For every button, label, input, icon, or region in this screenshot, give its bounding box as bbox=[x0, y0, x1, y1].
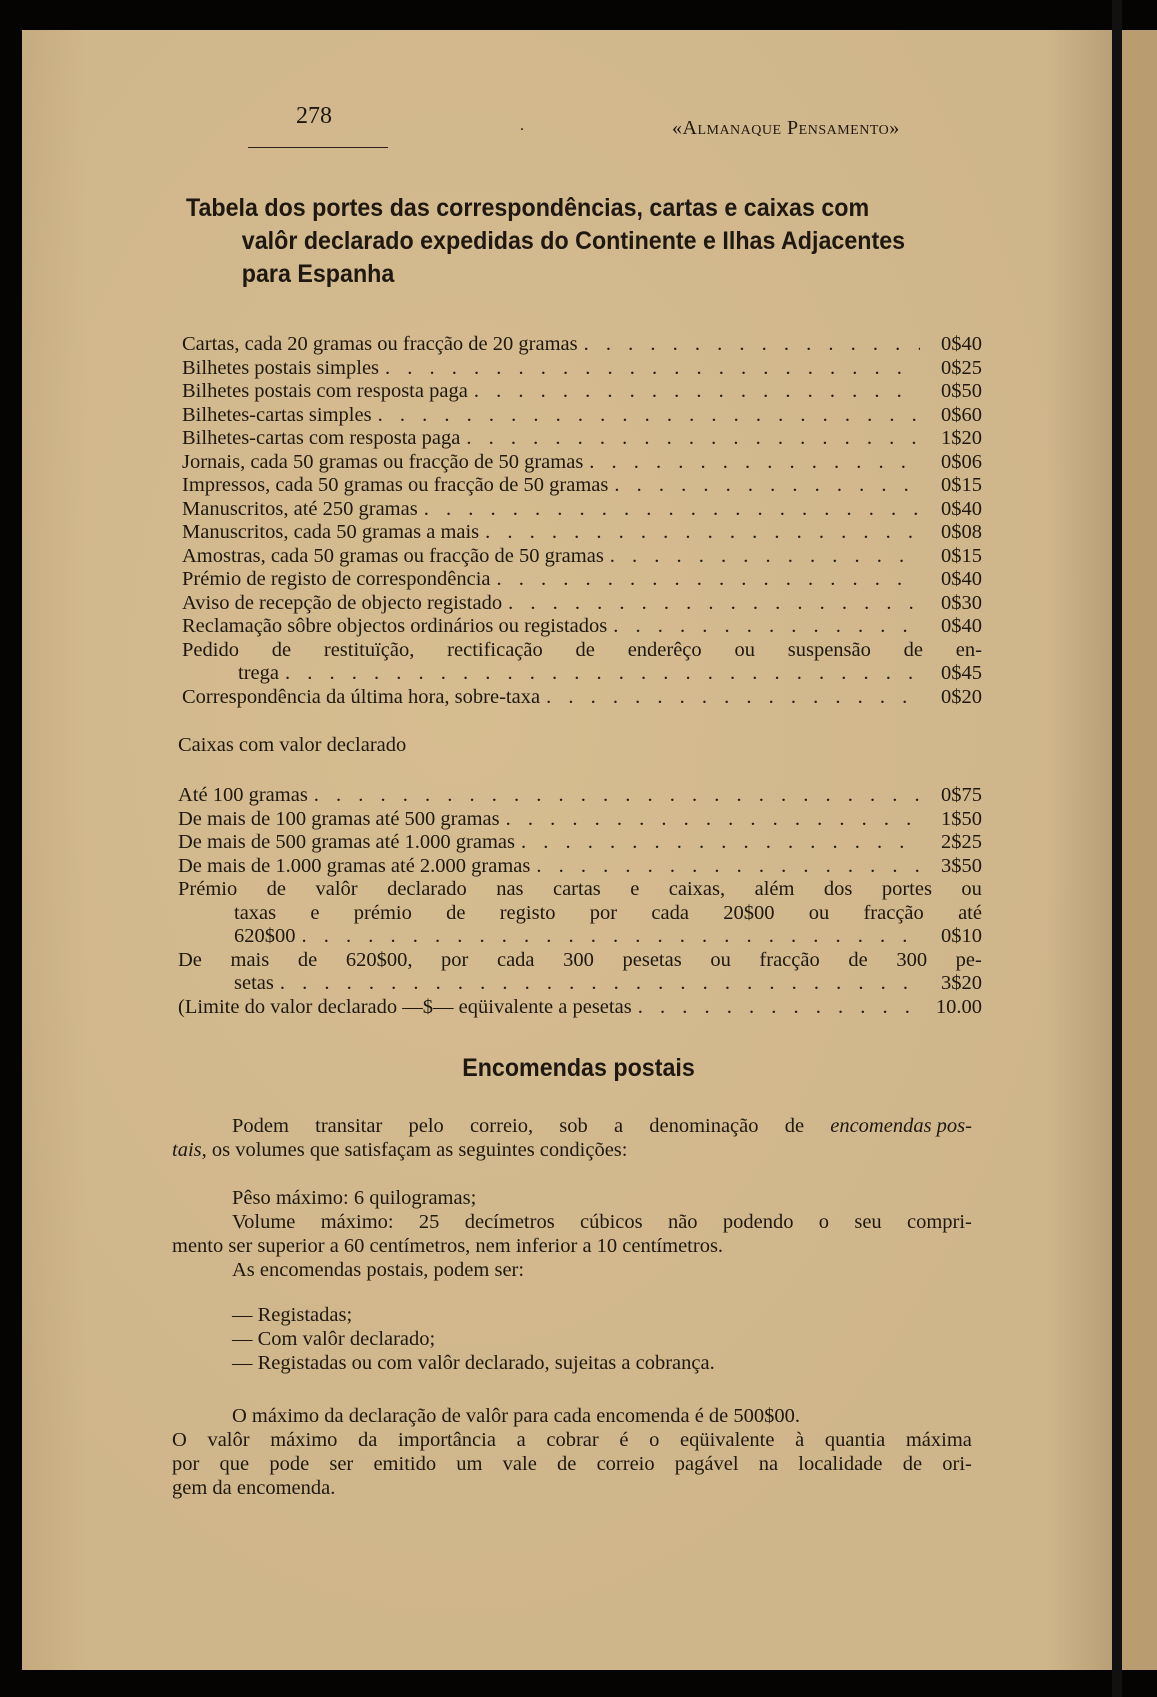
volume-line-1-word: cúbicos bbox=[580, 1211, 643, 1233]
final-line-3-word: pode bbox=[269, 1453, 310, 1475]
rate-pedido-line-1-word: suspensão bbox=[787, 638, 871, 661]
final-line-3-word: pagável bbox=[674, 1453, 739, 1475]
box-row-value: 0$75 bbox=[941, 784, 982, 806]
intro-line-1-em: encomendas pos- bbox=[830, 1115, 972, 1137]
final-line-3 bbox=[172, 1452, 972, 1476]
premio-line-1-word: portes bbox=[881, 878, 932, 900]
intro-line-1-word: pelo bbox=[408, 1115, 444, 1137]
intro-line-1-word: sob bbox=[559, 1115, 588, 1137]
page-header bbox=[0, 103, 1157, 143]
volume-line-1-word: não bbox=[667, 1211, 698, 1233]
final-line-2-word: eqüivalente bbox=[679, 1429, 775, 1451]
rate-row-label: Manuscritos, cada 50 gramas a mais bbox=[182, 521, 480, 543]
premio-row bbox=[178, 925, 982, 949]
rate-row-value: 0$08 bbox=[941, 521, 982, 543]
rate-row bbox=[182, 521, 982, 545]
rate-row-leader bbox=[608, 474, 920, 498]
box-row-value: 1$50 bbox=[941, 807, 982, 830]
table-title bbox=[186, 192, 930, 291]
final-line-3-word: de bbox=[557, 1453, 577, 1475]
page-number: 278 bbox=[296, 103, 332, 129]
final-line-3-word: na bbox=[758, 1453, 779, 1475]
final-line-2-word: O bbox=[172, 1429, 187, 1451]
box-row bbox=[178, 831, 982, 855]
book-spine bbox=[1112, 0, 1122, 1697]
rate-pedido-line-1-word: rectificação bbox=[447, 638, 543, 661]
rate-row-last-label: Correspondência da última hora, sobre-taxa bbox=[182, 685, 541, 708]
condition-volume-line-2: mento ser superior a 60 centímetros, nem inferior a 10 centímetros. bbox=[172, 1235, 724, 1257]
rate-row-leader bbox=[583, 451, 920, 475]
volume-line-1-word: máximo: bbox=[320, 1211, 394, 1233]
rates-table bbox=[182, 333, 982, 709]
rate-row-leader bbox=[379, 357, 920, 381]
limite-row-leader bbox=[632, 996, 920, 1020]
premio-line-1-word: de bbox=[266, 878, 287, 900]
rate-row-last-value: 0$20 bbox=[941, 685, 982, 708]
final-line-2-word: quantia bbox=[824, 1429, 886, 1451]
rate-row-value: 0$25 bbox=[941, 356, 982, 379]
final-line-2-word: importância bbox=[398, 1429, 496, 1451]
final-line-2-word: da bbox=[358, 1429, 378, 1451]
rate-row-value: 0$40 bbox=[941, 497, 982, 520]
condition-volume-line-1 bbox=[172, 1210, 972, 1234]
demais-line-1-word: por bbox=[441, 948, 469, 971]
type-item: — Registadas; bbox=[232, 1304, 353, 1326]
rate-row-label: Amostras, cada 50 gramas ou fracção de 50 gramas bbox=[182, 544, 604, 567]
rate-row-leader bbox=[460, 427, 920, 451]
rate-row-label: Reclamação sôbre objectos ordinários ou registados bbox=[182, 615, 608, 637]
page-number-rule bbox=[248, 147, 388, 148]
final-line-3-word: emitido bbox=[373, 1453, 437, 1475]
box-row-leader bbox=[530, 855, 920, 879]
title-line-1: Tabela dos portes das correspondências, cartas e caixas com bbox=[186, 194, 870, 222]
condition-peso: Pêso máximo: 6 quilogramas; bbox=[232, 1187, 477, 1209]
rate-row-last bbox=[182, 686, 982, 710]
premio-line-1-word: dos bbox=[823, 878, 853, 900]
rate-row-last-leader bbox=[540, 686, 920, 710]
demais-line-1-word: mais bbox=[230, 948, 270, 971]
final-line-2-word: o bbox=[649, 1429, 660, 1451]
final-line-1: O máximo da declaração de valôr para cada encomenda é de 500$00. bbox=[232, 1405, 801, 1427]
final-line-2 bbox=[172, 1428, 972, 1452]
rate-row bbox=[182, 427, 982, 451]
premio-line-1-word: valôr bbox=[315, 878, 358, 900]
demais-line-1-word: de bbox=[297, 948, 318, 971]
rate-row-label: Bilhetes postais simples bbox=[182, 356, 380, 379]
limite-row bbox=[178, 996, 982, 1020]
type-item: — Registadas ou com valôr declarado, sujeitas a cobrança. bbox=[232, 1352, 715, 1374]
rate-pedido-line-1-word: restituïção, bbox=[323, 638, 415, 661]
premio-row-value: 0$10 bbox=[941, 925, 982, 947]
rate-pedido-row-value: 0$45 bbox=[941, 662, 982, 684]
can-be-line: As encomendas postais, podem ser: bbox=[232, 1259, 525, 1281]
demais-line-1-word: ou bbox=[710, 948, 731, 971]
final-line-3-word: de bbox=[902, 1453, 923, 1475]
rate-row bbox=[182, 592, 982, 616]
premio-row-leader bbox=[296, 925, 921, 949]
rate-row-label: Jornais, cada 50 gramas ou fracção de 50 gramas bbox=[182, 450, 584, 473]
final-line-3-word: por bbox=[172, 1453, 200, 1475]
premio-line-1-word: cartas bbox=[552, 878, 601, 900]
rate-row-leader bbox=[372, 404, 920, 428]
final-line-2-word: valôr bbox=[207, 1429, 250, 1451]
premio-line-2-word: fracção bbox=[863, 901, 924, 924]
final-line-2-word: à bbox=[795, 1429, 805, 1451]
limite-row-value: 10.00 bbox=[935, 995, 982, 1018]
premio-line-2-word: ou bbox=[808, 901, 830, 924]
facing-page-edge bbox=[1122, 30, 1157, 1670]
rate-row-leader bbox=[491, 568, 920, 592]
final-line-3-word: ori- bbox=[942, 1453, 972, 1475]
intro-line-2 bbox=[172, 1138, 972, 1162]
rate-pedido-line-1-word: enderêço bbox=[627, 638, 702, 661]
premio-line-2-word: prémio bbox=[353, 901, 412, 924]
demais-row-label: setas bbox=[234, 972, 274, 994]
demais-row-leader bbox=[274, 972, 920, 996]
box-row-label: De mais de 1.000 gramas até 2.000 gramas bbox=[178, 854, 531, 877]
box-row bbox=[178, 784, 982, 808]
final-line-3-word: localidade bbox=[798, 1453, 883, 1475]
types-list bbox=[172, 1303, 972, 1375]
intro-line-1-word: transitar bbox=[315, 1115, 383, 1137]
intro-line-1-word: de bbox=[784, 1115, 805, 1137]
rate-row-label: Impressos, cada 50 gramas ou fracção de 50 gramas bbox=[182, 474, 609, 496]
box-row-label: Até 100 gramas bbox=[178, 784, 308, 806]
rate-row-leader bbox=[418, 498, 920, 522]
volume-line-1-word: podendo bbox=[722, 1211, 794, 1233]
premio-line-2-word: 20$00 bbox=[723, 901, 775, 924]
premio-line-2-word: cada bbox=[651, 901, 689, 924]
final-line-3-word: ser bbox=[329, 1453, 354, 1475]
intro-line-1-word: Podem bbox=[232, 1115, 289, 1137]
rate-row-value: 0$40 bbox=[941, 615, 982, 637]
rate-row-label: Manuscritos, até 250 gramas bbox=[182, 497, 418, 520]
box-row-value: 2$25 bbox=[941, 831, 982, 853]
premio-line-1-word: além bbox=[754, 878, 795, 900]
box-row-value: 3$50 bbox=[941, 854, 982, 877]
final-line-3-word: um bbox=[456, 1453, 483, 1475]
rate-row-label: Bilhetes postais com resposta paga bbox=[182, 380, 468, 402]
rate-row-value: 0$15 bbox=[941, 474, 982, 496]
rate-row bbox=[182, 357, 982, 381]
demais-row bbox=[178, 972, 982, 996]
final-line-2-word: é bbox=[619, 1429, 629, 1451]
title-line-3: para Espanha bbox=[241, 260, 395, 288]
premio-line-2-word: e bbox=[310, 901, 320, 924]
rate-pedido-row-leader bbox=[279, 662, 920, 686]
type-item: — Com valôr declarado; bbox=[232, 1328, 436, 1350]
demais-line-1-word: 300 bbox=[896, 948, 928, 971]
rate-row-label: Prémio de registo de correspondência bbox=[182, 568, 491, 590]
rate-row-label: Aviso de recepção de objecto registado bbox=[182, 591, 503, 614]
final-line-2-word: cobrar bbox=[546, 1429, 599, 1451]
demais-line-1-word: De bbox=[178, 948, 202, 971]
volume-line-1-word: 25 bbox=[418, 1211, 440, 1233]
conditions-block bbox=[172, 1186, 972, 1282]
rate-pedido-line-1-word: de bbox=[271, 638, 292, 661]
rate-pedido-line-1-word: ou bbox=[734, 638, 755, 661]
volume-line-1-word: decímetros bbox=[464, 1211, 555, 1233]
rate-pedido-line-1-word: Pedido bbox=[182, 638, 239, 661]
demais-line-1-word: pesetas bbox=[622, 948, 682, 971]
intro-line-1-word: correio, bbox=[469, 1115, 534, 1137]
demais-line-1-word: 620$00, bbox=[345, 948, 413, 971]
premio-line-1-word: e bbox=[630, 878, 640, 900]
rate-row-label: Cartas, cada 20 gramas ou fracção de 20 gramas bbox=[182, 333, 578, 355]
rate-row-label: Bilhetes-cartas simples bbox=[182, 403, 372, 426]
rate-row-label: Bilhetes-cartas com resposta paga bbox=[182, 427, 461, 449]
premio-line-2-word: taxas bbox=[234, 901, 277, 924]
rate-row-leader bbox=[468, 380, 920, 404]
rate-row bbox=[182, 545, 982, 569]
limite-row-label: (Limite do valor declarado —$— eqüivalente a pesetas bbox=[178, 995, 632, 1018]
rate-row-leader bbox=[607, 615, 920, 639]
boxes-heading: Caixas com valor declarado bbox=[178, 734, 407, 756]
premio-line-1-word: Prémio bbox=[178, 878, 238, 900]
rate-row bbox=[182, 404, 982, 428]
demais-line-1-word: pe- bbox=[955, 948, 982, 971]
rate-row-value: 0$15 bbox=[941, 544, 982, 567]
intro-line-1 bbox=[172, 1114, 972, 1138]
rate-pedido-line-1-word: de bbox=[903, 638, 924, 661]
rate-row-leader bbox=[502, 592, 920, 616]
volume-line-1-word: compri- bbox=[906, 1211, 972, 1233]
section-title: Encomendas postais bbox=[462, 1054, 695, 1082]
premio-line-2-word: até bbox=[958, 901, 982, 924]
rate-pedido-row-label: trega bbox=[238, 662, 279, 684]
intro-paragraph bbox=[172, 1114, 972, 1162]
premio-line-2-word: por bbox=[589, 901, 618, 924]
box-row-leader bbox=[515, 831, 920, 855]
final-line-2-word: máxima bbox=[905, 1429, 972, 1451]
rate-pedido-row bbox=[182, 662, 982, 686]
rate-row bbox=[182, 568, 982, 592]
rate-row-value: 0$40 bbox=[941, 568, 982, 590]
final-line-3-word: que bbox=[219, 1453, 250, 1475]
volume-line-1-word: Volume bbox=[232, 1211, 296, 1233]
rate-row-value: 0$50 bbox=[941, 380, 982, 402]
premio-line-1-word: nas bbox=[496, 878, 524, 900]
header-dot: . bbox=[520, 117, 524, 134]
box-row-label: De mais de 100 gramas até 500 gramas bbox=[178, 807, 500, 830]
running-title: «Almanaque Pensamento» bbox=[672, 117, 900, 139]
boxes-table bbox=[178, 784, 982, 1019]
rate-row-value: 1$20 bbox=[941, 427, 982, 449]
rate-row-leader bbox=[604, 545, 920, 569]
premio-line-1 bbox=[178, 878, 982, 902]
premio-line-2 bbox=[178, 902, 982, 926]
rate-pedido-line-1-word: en- bbox=[955, 638, 982, 661]
rate-row-leader bbox=[479, 521, 920, 545]
demais-row-value: 3$20 bbox=[941, 972, 982, 994]
premio-line-1-word: declarado bbox=[387, 878, 467, 900]
intro-line-1-word: a bbox=[613, 1115, 624, 1137]
final-paragraph bbox=[172, 1404, 972, 1500]
premio-line-1-word: ou bbox=[961, 878, 982, 900]
final-line-3-word: correio bbox=[596, 1453, 655, 1475]
title-line-2: valôr declarado expedidas do Continente e Ilhas Adjacentes bbox=[241, 227, 906, 255]
volume-line-1-word: seu bbox=[854, 1211, 882, 1233]
final-line-4: gem da encomenda. bbox=[172, 1477, 336, 1499]
intro-line-2-rest: os volumes que satisfaçam as seguintes condições: bbox=[206, 1139, 628, 1161]
box-row bbox=[178, 808, 982, 832]
box-row-leader bbox=[308, 784, 920, 808]
premio-line-2-word: de bbox=[446, 901, 466, 924]
final-line-2-word: máximo bbox=[270, 1429, 338, 1451]
final-line-2-word: a bbox=[516, 1429, 526, 1451]
demais-line-1-word: 300 bbox=[563, 948, 594, 971]
rate-row bbox=[182, 333, 982, 357]
intro-line-2-em: tais, bbox=[172, 1139, 207, 1161]
rate-row bbox=[182, 615, 982, 639]
premio-line-2-word: registo bbox=[499, 901, 556, 924]
box-row bbox=[178, 855, 982, 879]
rate-pedido-line-1-word: de bbox=[575, 638, 595, 661]
demais-line-1-word: cada bbox=[496, 948, 535, 971]
rate-row-value: 0$60 bbox=[941, 403, 982, 426]
rate-row-value: 0$30 bbox=[941, 591, 982, 614]
premio-line-1-word: caixas, bbox=[668, 878, 726, 900]
demais-line-1 bbox=[178, 949, 982, 973]
demais-line-1-word: de bbox=[848, 948, 868, 971]
demais-line-1-word: fracção bbox=[759, 948, 820, 971]
volume-line-1-word: o bbox=[818, 1211, 830, 1233]
intro-line-1-word: denominação bbox=[649, 1115, 759, 1137]
box-row-label: De mais de 500 gramas até 1.000 gramas bbox=[178, 831, 516, 853]
rate-row bbox=[182, 380, 982, 404]
final-line-3-word: vale bbox=[502, 1453, 537, 1475]
rate-pedido-line-1 bbox=[182, 639, 982, 663]
rate-row-value: 0$06 bbox=[941, 450, 982, 473]
rate-row bbox=[182, 474, 982, 498]
premio-row-label: 620$00 bbox=[234, 925, 296, 947]
rate-row-leader bbox=[578, 333, 920, 357]
rate-row bbox=[182, 498, 982, 522]
rate-row bbox=[182, 451, 982, 475]
box-row-leader bbox=[500, 808, 920, 832]
rate-row-value: 0$40 bbox=[941, 333, 982, 355]
